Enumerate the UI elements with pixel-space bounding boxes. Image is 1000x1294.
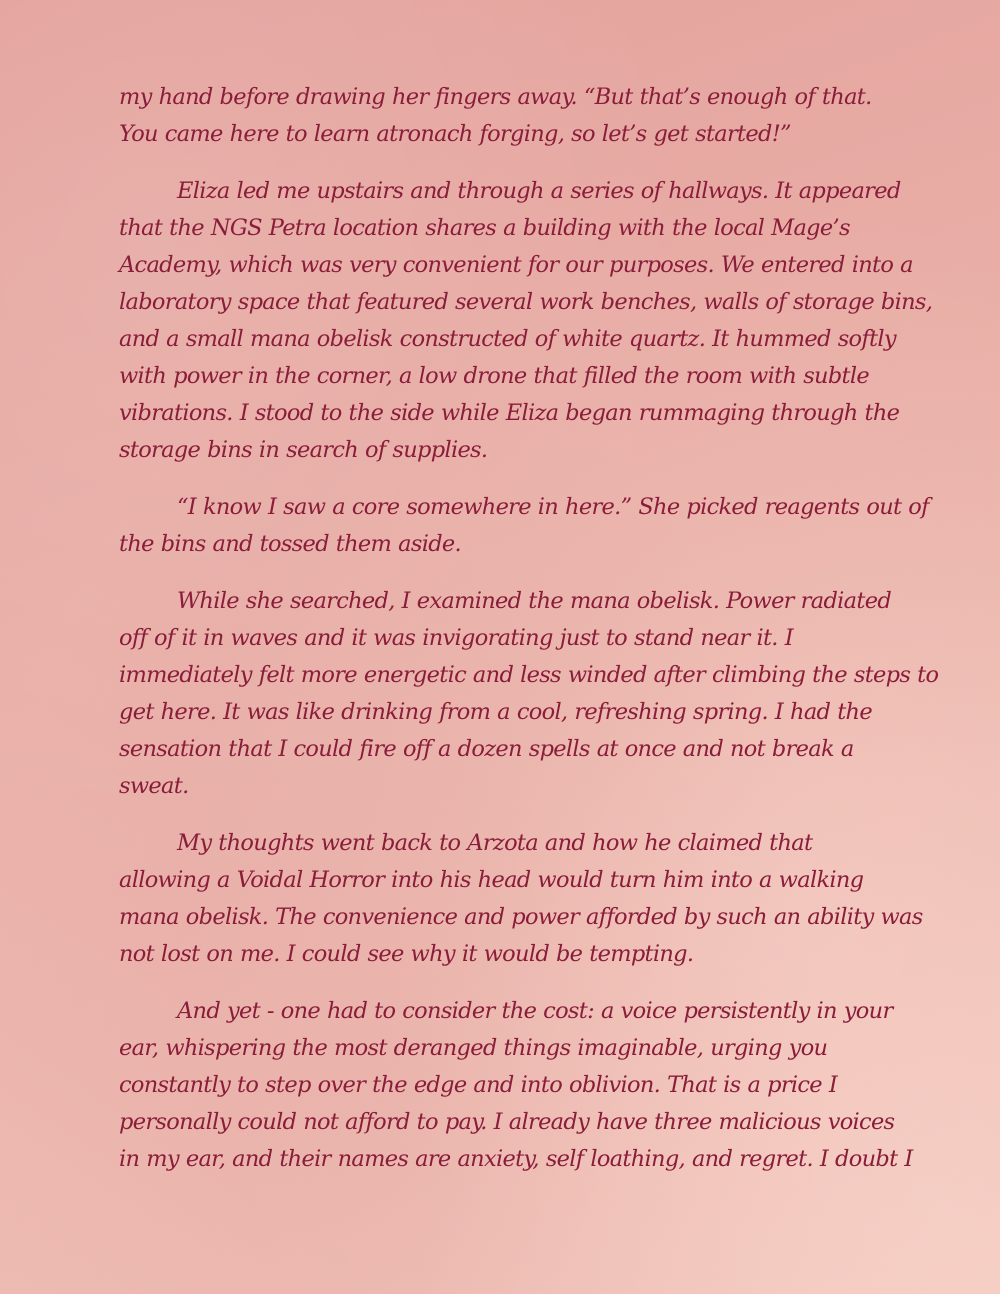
text-line: immediately felt more energetic and less winded after climbing the steps to [119,662,939,688]
paragraph-gap [119,563,889,583]
text-line: Academy, which was very convenient for our purposes. We entered into a [119,252,913,278]
text-line: sweat. [119,773,189,799]
paragraph [119,825,923,973]
paragraph [119,489,929,563]
text-line: storage bins in search of supplies. [119,437,488,463]
paragraph [119,583,939,805]
text-line: get here. It was like drinking from a cool, refreshing spring. I had the [119,699,872,725]
paragraph-gap [119,153,889,173]
text-line: vibrations. I stood to the side while Eliza began rummaging through the [119,400,900,426]
paragraph-gap [119,805,889,825]
text-line: personally could not afford to pay. I already have three malicious voices [119,1109,895,1135]
text-line: the bins and tossed them aside. [119,531,461,557]
text-line: Eliza led me upstairs and through a series of hallways. It appeared [177,178,901,204]
text-line: that the NGS Petra location shares a building with the local Mage’s [119,215,850,241]
text-line: You came here to learn atronach forging, so let’s get started!” [119,121,791,147]
paragraph-gap [119,469,889,489]
text-line: ear, whispering the most deranged things imaginable, urging you [119,1035,828,1061]
text-line: My thoughts went back to Arzota and how he claimed that [177,830,813,856]
paragraph-gap [119,973,889,993]
text-line: not lost on me. I could see why it would be tempting. [119,941,694,967]
page-text [119,79,939,1178]
text-line: mana obelisk. The convenience and power afforded by such an ability was [119,904,923,930]
paragraph [119,173,933,469]
text-line: in my ear, and their names are anxiety, self loathing, and regret. I doubt I [119,1146,913,1172]
text-line: and a small mana obelisk constructed of white quartz. It hummed softly [119,326,896,352]
text-line: While she searched, I examined the mana obelisk. Power radiated [177,588,892,614]
text-line: “I know I saw a core somewhere in here.” She picked reagents out of [177,494,929,520]
text-line: my hand before drawing her fingers away. “But that’s enough of that. [119,84,872,110]
text-line: And yet - one had to consider the cost: a voice persistently in your [177,998,893,1024]
text-line: with power in the corner, a low drone that filled the room with subtle [119,363,869,389]
text-line: off of it in waves and it was invigorating just to stand near it. I [119,625,793,651]
text-line: laboratory space that featured several work benches, walls of storage bins, [119,289,933,315]
text-line: allowing a Voidal Horror into his head would turn him into a walking [119,867,864,893]
paragraph [119,993,913,1178]
text-line: sensation that I could fire off a dozen spells at once and not break a [119,736,854,762]
paragraph [119,79,889,153]
text-line: constantly to step over the edge and into oblivion. That is a price I [119,1072,838,1098]
